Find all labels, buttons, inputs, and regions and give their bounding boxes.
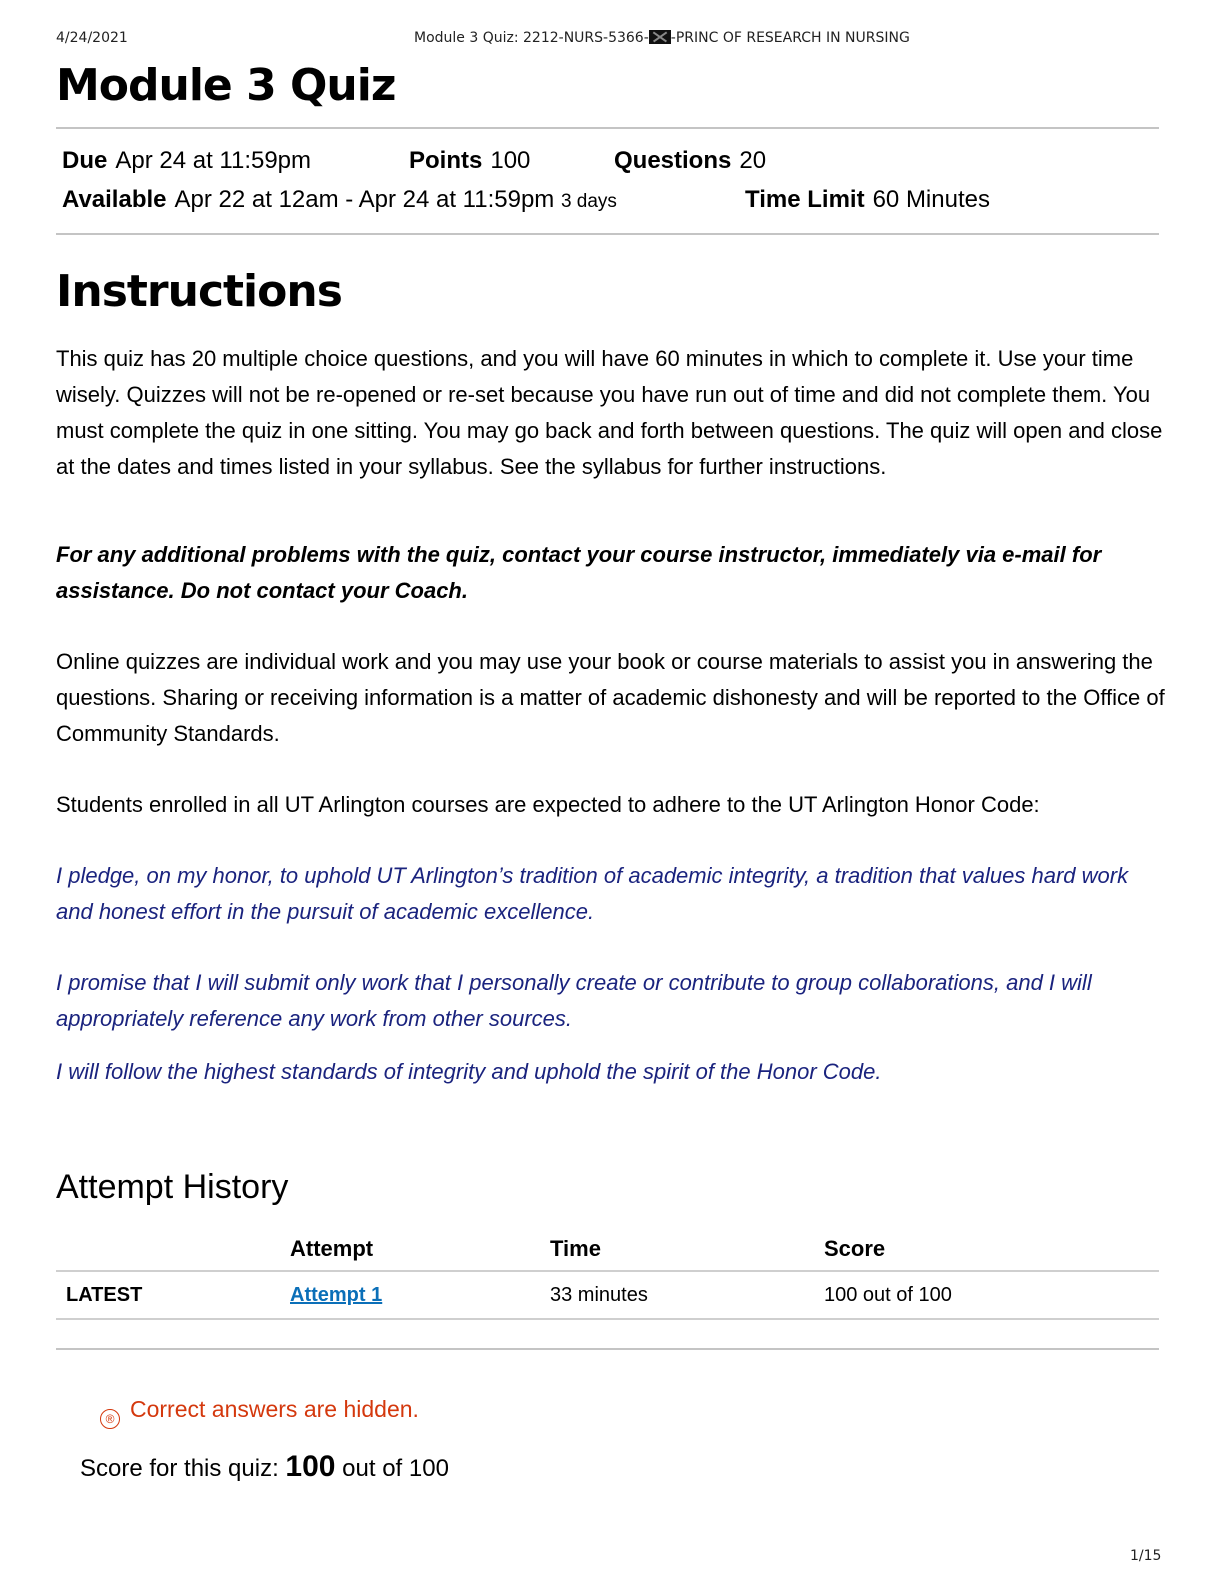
available-value: Apr 22 at 12am - Apr 24 at 11:59pm (174, 186, 555, 213)
quiz-title: Module 3 Quiz (56, 60, 396, 111)
available-label: Available (62, 186, 167, 213)
attempt-score: 100 out of 100 (824, 1271, 1159, 1319)
latest-label: LATEST (56, 1271, 290, 1319)
available-field (62, 186, 617, 214)
available-duration: 3 days (560, 191, 617, 212)
points-value: 100 (490, 147, 531, 174)
due-value: Apr 24 at 11:59pm (115, 147, 312, 174)
due-label: Due (62, 147, 108, 174)
table-header-row (56, 1228, 1159, 1271)
time-limit-value: 60 Minutes (872, 186, 990, 213)
column-header-score: Score (824, 1228, 1159, 1271)
divider-top (56, 127, 1159, 129)
time-limit-label: Time Limit (745, 186, 865, 213)
column-header-time: Time (550, 1228, 824, 1271)
due-field (62, 147, 311, 175)
page-number: 1/15 (1130, 1548, 1162, 1564)
print-title-prefix: Module 3 Quiz: 2212-NURS-5366- (414, 30, 649, 46)
column-header-label (56, 1228, 290, 1271)
honor-pledge-1: I pledge, on my honor, to uphold UT Arlington’s tradition of academic integrity, a tradition that values hard work and honest effort in the pursuit of academic excellence. (56, 863, 1129, 924)
print-title-suffix: -PRINC OF RESEARCH IN NURSING (670, 30, 910, 46)
attempt-history-heading: Attempt History (56, 1168, 289, 1206)
score-prefix: Score for this quiz: (80, 1455, 279, 1482)
honor-pledge-3: I will follow the highest standards of integrity and uphold the spirit of the Honor Code. (56, 1059, 882, 1084)
notice-text: Correct answers are hidden. (130, 1396, 419, 1422)
attempt-1-link[interactable]: Attempt 1 (290, 1283, 383, 1306)
redaction-mark (649, 30, 671, 44)
column-header-attempt: Attempt (290, 1228, 550, 1271)
print-page-title (414, 30, 910, 46)
attempt-history-table (56, 1228, 1159, 1320)
attempt-time: 33 minutes (550, 1271, 824, 1319)
print-date: 4/24/2021 (56, 30, 128, 46)
points-label: Points (409, 147, 483, 174)
instructions-heading: Instructions (56, 266, 342, 317)
questions-field (614, 147, 766, 175)
divider-meta (56, 233, 1159, 235)
table-row (56, 1271, 1159, 1319)
instructions-paragraph-4: Students enrolled in all UT Arlington courses are expected to adhere to the UT Arlington Honor Code: (56, 792, 1040, 817)
attempt-cell (290, 1271, 550, 1319)
instructions-paragraph-2: For any additional problems with the quiz, contact your course instructor, immediately via e-mail for assistance. Do not contact your Coach. (56, 542, 1102, 603)
registered-icon: ® (100, 1409, 120, 1429)
time-limit-field (745, 186, 990, 214)
score-value: 100 (285, 1450, 336, 1483)
instructions-paragraph-3: Online quizzes are individual work and you may use your book or course materials to assist you in answering the questions. Sharing or receiving information is a matter of academic dishonesty and will be reported to the Office of Community Standards. (56, 649, 1165, 746)
questions-value: 20 (739, 147, 767, 174)
score-suffix: out of 100 (342, 1455, 449, 1482)
divider-results (56, 1348, 1159, 1350)
questions-label: Questions (614, 147, 732, 174)
honor-pledge-2: I promise that I will submit only work that I personally create or contribute to group collaborations, and I will appropriately reference any work from other sources. (56, 970, 1092, 1031)
quiz-score (80, 1450, 449, 1484)
answers-hidden-notice (100, 1396, 419, 1429)
instructions-paragraph-1: This quiz has 20 multiple choice questions, and you will have 60 minutes in which to complete it. Use your time wisely. Quizzes will not be re-opened or re-set because you have run out of time and did not complete them. You must complete the quiz in one sitting. You may go back and forth between questions. The quiz will open and close at the dates and times listed in your syllabus. See the syllabus for further instructions. (56, 346, 1163, 479)
points-field (409, 147, 530, 175)
